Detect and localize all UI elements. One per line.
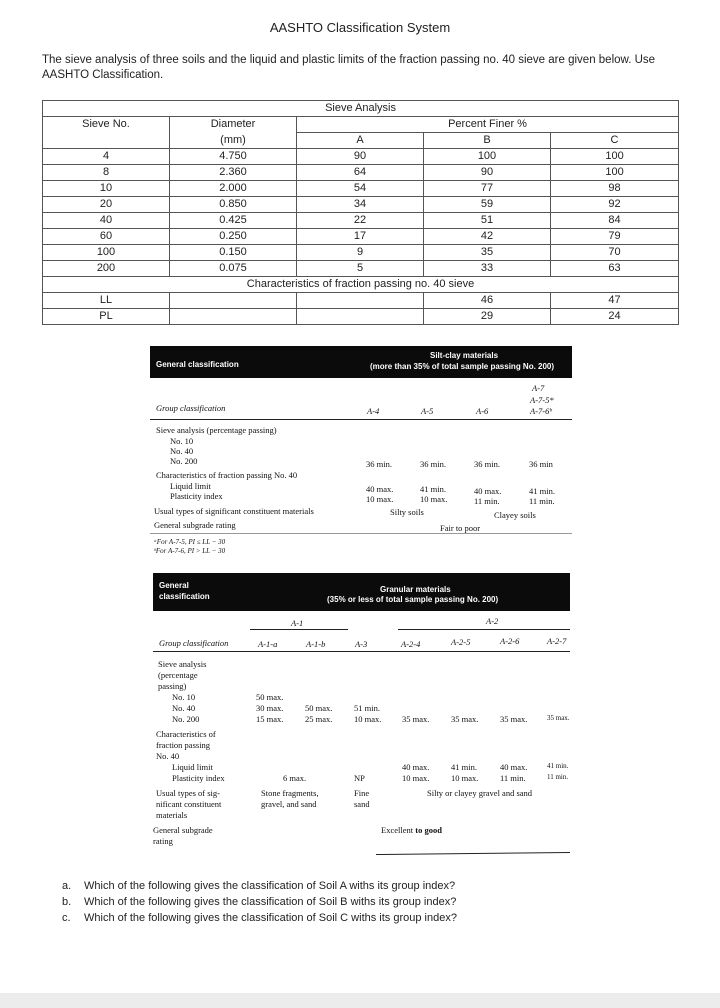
liquid-limit-label: Liquid limit (172, 762, 213, 772)
rating-to-good: to good (415, 825, 442, 835)
sieve-analysis-table (42, 100, 679, 325)
sieve-analysis-label: Sieve analysis (percentage passing) (156, 425, 277, 435)
fine-sand-1: Fine (354, 788, 370, 798)
soil-b-value: 59 (424, 197, 551, 213)
group-a7-5: A-7-5* (530, 395, 554, 405)
group-a5: A-5 (421, 406, 434, 416)
group-a2: A-2 (486, 616, 499, 626)
diameter: 2.000 (170, 181, 297, 197)
no200-a3: 10 max. (354, 714, 382, 724)
group-classification-label: Group classification (159, 638, 229, 648)
pi-a27: 11 min. (547, 773, 569, 781)
characteristics-line-2: fraction passing (156, 740, 211, 750)
diameter: 4.750 (170, 149, 297, 165)
ll-a26: 40 max. (500, 762, 528, 772)
sieve-no: 4 (43, 149, 170, 165)
question-text: Which of the following gives the classification of Soil B withs its group index? (84, 896, 457, 908)
diameter: 2.360 (170, 165, 297, 181)
pi-a25: 10 max. (451, 773, 479, 783)
silty-clayey-gravel: Silty or clayey gravel and sand (427, 788, 533, 798)
group-a7-6: A-7-6ᵇ (530, 406, 552, 416)
group-a3: A-3 (355, 639, 368, 649)
soil-a-value: 22 (297, 213, 424, 229)
bottom-scroll-strip (0, 993, 720, 1008)
ll-a24: 40 max. (402, 762, 430, 772)
usual-types-label: Usual types of significant constituent materials (154, 506, 314, 516)
silt-clay-header-bar (150, 346, 572, 378)
col-percent-header: Percent Finer % (297, 117, 679, 133)
no200-a7: 36 min (529, 459, 553, 469)
group-a1: A-1 (291, 618, 304, 628)
subgrade-rating: Fair to poor (440, 523, 481, 533)
silt-clay-subtitle: (more than 35% of total sample passing No. 200) (370, 362, 555, 371)
group-classification-label: Group classification (156, 403, 226, 413)
fine-sand-2: sand (354, 799, 370, 809)
soil-c-value: 84 (551, 213, 679, 229)
soil-c-value: 63 (551, 261, 679, 277)
question-text: Which of the following gives the classification of Soil C withs its group index? (84, 912, 457, 924)
sieve-analysis-line-2: (percentage (158, 670, 198, 680)
diameter: 0.850 (170, 197, 297, 213)
intro-paragraph: The sieve analysis of three soils and the liquid and plastic limits of the fraction passing no. 40 sieve are given below. Use AASHTO Classification. (42, 54, 656, 81)
plasticity-index-label: Plasticity index (170, 491, 223, 501)
soil-c-value: 100 (551, 165, 679, 181)
diameter: 0.075 (170, 261, 297, 277)
rating-excellent-word: Excellent (381, 825, 414, 835)
soil-a-value: 34 (297, 197, 424, 213)
group-a1b: A-1-b (306, 639, 326, 649)
soil-a-header: A (297, 133, 424, 149)
rating-excellent (381, 825, 442, 835)
no200-label: No. 200 (170, 456, 198, 466)
rule (153, 651, 570, 652)
diameter: 0.425 (170, 213, 297, 229)
ll-soil-b: 46 (424, 293, 551, 309)
group-a26: A-2-6 (500, 636, 520, 646)
granular-header-bar (153, 573, 570, 611)
ll-a7: 41 min. (529, 486, 555, 496)
no200-label: No. 200 (172, 714, 200, 724)
no10-label: No. 10 (172, 692, 196, 702)
pi-a6: 11 min. (474, 496, 500, 506)
ll-label: LL (43, 293, 170, 309)
subgrade-line-1: General subgrade (153, 825, 213, 835)
page-title: AASHTO Classification System (269, 20, 451, 35)
no40-a1a: 30 max. (256, 703, 284, 713)
no200-a25: 35 max. (451, 714, 479, 724)
clayey-soils: Clayey soils (494, 510, 536, 520)
no40-label: No. 40 (172, 703, 196, 713)
usual-types-line-2: nificant constituent (156, 799, 222, 809)
no200-a26: 35 max. (500, 714, 528, 724)
characteristics-label: Characteristics of fraction passing No. 40 (156, 470, 298, 480)
soil-a-value: 9 (297, 245, 424, 261)
soil-b-value: 33 (424, 261, 551, 277)
table-caption: Sieve Analysis (43, 101, 679, 117)
no200-a5: 36 min. (420, 459, 446, 469)
soil-a-value: 17 (297, 229, 424, 245)
no200-a1b: 25 max. (305, 714, 333, 724)
no200-a1a: 15 max. (256, 714, 284, 724)
no200-a27: 35 max. (547, 714, 570, 722)
sieve-no: 200 (43, 261, 170, 277)
question-item (62, 894, 457, 910)
characteristics-line-1: Characteristics of (156, 729, 216, 739)
pi-a24: 10 max. (402, 773, 430, 783)
liquid-limit-label: Liquid limit (170, 481, 211, 491)
general-label-1: General (159, 581, 189, 590)
no10-a1a: 50 max. (256, 692, 284, 702)
soil-c-value: 79 (551, 229, 679, 245)
ll-a6: 40 max. (474, 486, 502, 496)
soil-b-value: 35 (424, 245, 551, 261)
sieve-no: 60 (43, 229, 170, 245)
rule (150, 419, 572, 420)
pi-a4: 10 max. (366, 494, 394, 504)
no40-a3: 51 min. (354, 703, 380, 713)
footnote-b: ᵇFor A-7-6, PI > LL − 30 (154, 547, 226, 555)
plasticity-index-label: Plasticity index (172, 773, 225, 783)
no40-label: No. 40 (170, 446, 194, 456)
no200-a24: 35 max. (402, 714, 430, 724)
group-a1a: A-1-a (258, 639, 278, 649)
col-diameter-header: Diameter (170, 117, 297, 133)
group-a6: A-6 (476, 406, 489, 416)
pi-a26: 11 min. (500, 773, 526, 783)
usual-types-line-3: materials (156, 810, 188, 820)
pl-soil-c: 24 (551, 309, 679, 325)
soil-c-value: 70 (551, 245, 679, 261)
sieve-analysis-line-1: Sieve analysis (158, 659, 207, 669)
footnote-a: ᵃFor A-7-5, PI ≤ LL − 30 (154, 538, 226, 546)
soil-a-value: 5 (297, 261, 424, 277)
soil-a-value: 90 (297, 149, 424, 165)
pi-a7: 11 min. (529, 496, 555, 506)
no200-a4: 36 min. (366, 459, 392, 469)
soil-a-value: 54 (297, 181, 424, 197)
sieve-no: 8 (43, 165, 170, 181)
rule (250, 629, 348, 630)
no10-label: No. 10 (170, 436, 194, 446)
stone-fragments-1: Stone fragments, (261, 788, 319, 798)
group-a25: A-2-5 (451, 637, 471, 647)
granular-subtitle: (35% or less of total sample passing No. 200) (327, 595, 499, 604)
col-diameter-unit: (mm) (170, 133, 297, 149)
sieve-no: 10 (43, 181, 170, 197)
ll-a5: 41 min. (420, 484, 446, 494)
no200-a6: 36 min. (474, 459, 500, 469)
ll-soil-c: 47 (551, 293, 679, 309)
question-item (62, 910, 457, 926)
sieve-no: 20 (43, 197, 170, 213)
pi-a1: 6 max. (283, 773, 307, 783)
pi-a3: NP (354, 773, 365, 783)
soil-c-header: C (551, 133, 679, 149)
soil-b-value: 51 (424, 213, 551, 229)
rule (150, 533, 572, 534)
sieve-no: 40 (43, 213, 170, 229)
group-a27: A-2-7 (547, 636, 567, 646)
pl-label: PL (43, 309, 170, 325)
rule (376, 852, 570, 855)
soil-b-value: 100 (424, 149, 551, 165)
soil-c-value: 98 (551, 181, 679, 197)
rule (398, 629, 570, 630)
soil-a-value: 64 (297, 165, 424, 181)
question-number: a. (62, 880, 72, 892)
pl-soil-b: 29 (424, 309, 551, 325)
characteristics-caption: Characteristics of fraction passing no. 40 sieve (43, 277, 679, 293)
subgrade-label: General subgrade rating (154, 520, 236, 530)
usual-types-line-1: Usual types of sig- (156, 788, 220, 798)
sieve-no: 100 (43, 245, 170, 261)
col-sieve-header: Sieve No. (43, 117, 170, 133)
question-item (62, 878, 457, 894)
group-a4: A-4 (367, 406, 380, 416)
diameter: 0.150 (170, 245, 297, 261)
group-a7: A-7 (532, 383, 545, 393)
stone-fragments-2: gravel, and sand (261, 799, 317, 809)
subgrade-line-2: rating (153, 836, 173, 846)
sieve-analysis-line-3: passing) (158, 681, 187, 691)
soil-b-value: 77 (424, 181, 551, 197)
ll-a27: 41 min. (547, 762, 569, 770)
pi-a5: 10 max. (420, 494, 448, 504)
question-number: b. (62, 896, 72, 908)
soil-b-value: 42 (424, 229, 551, 245)
question-text: Which of the following gives the classification of Soil A withs its group index? (84, 880, 456, 892)
general-classification: General classification (156, 360, 239, 369)
soil-b-value: 90 (424, 165, 551, 181)
soil-c-value: 92 (551, 197, 679, 213)
soil-b-header: B (424, 133, 551, 149)
no40-a1b: 50 max. (305, 703, 333, 713)
silt-clay-title: Silt-clay materials (430, 351, 499, 360)
soil-c-value: 100 (551, 149, 679, 165)
questions-list (62, 878, 457, 926)
ll-a4: 40 max. (366, 484, 394, 494)
diameter: 0.250 (170, 229, 297, 245)
characteristics-line-3: No. 40 (156, 751, 180, 761)
granular-title: Granular materials (380, 585, 451, 594)
silty-soils: Silty soils (390, 507, 424, 517)
question-number: c. (62, 912, 71, 924)
group-a24: A-2-4 (401, 639, 421, 649)
ll-a25: 41 min. (451, 762, 477, 772)
general-label-2: classification (159, 592, 210, 601)
